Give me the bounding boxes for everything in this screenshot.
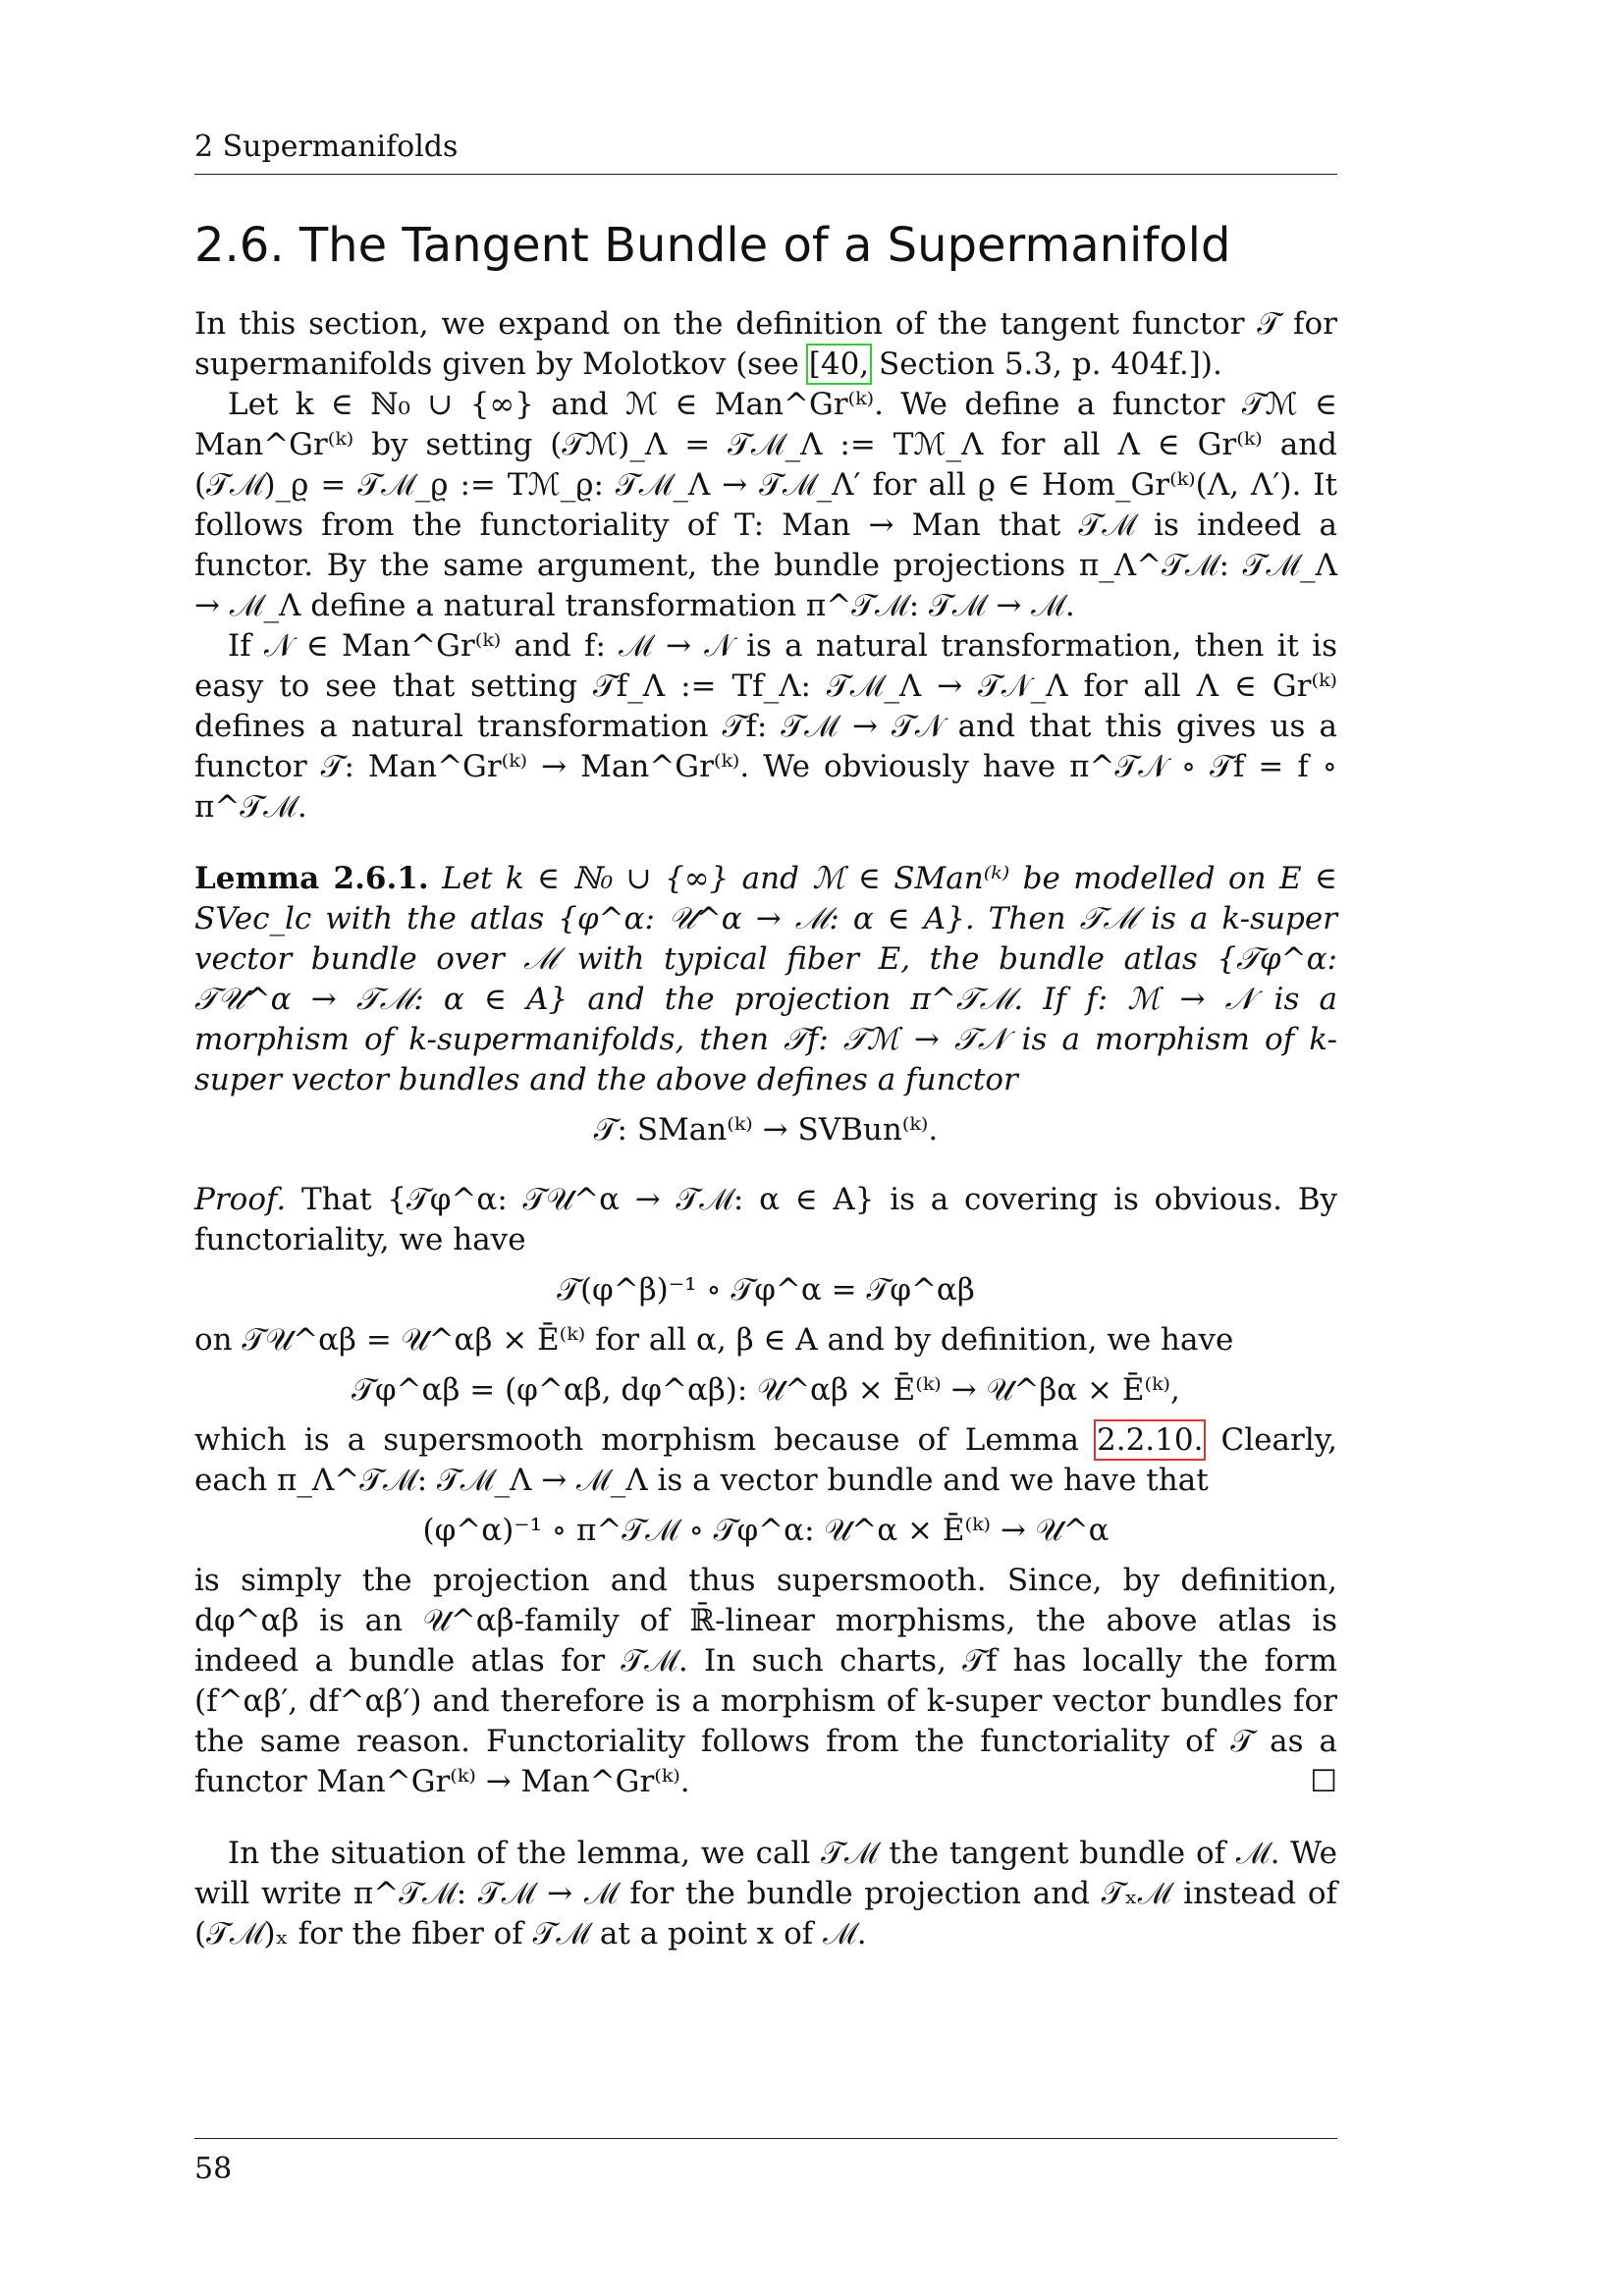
proof-label: Proof. (194, 1182, 287, 1217)
proof-equation-1: 𝒯(φ^β)⁻¹ ∘ 𝒯φ^α = 𝒯φ^αβ (557, 1272, 975, 1308)
qed-symbol: ☐ (1310, 1764, 1337, 1799)
proof-text-3-post: Clearly, each π_Λ^𝒯ℳ: 𝒯ℳ_Λ → ℳ_Λ is a vector bundle and we have that (194, 1422, 1337, 1498)
lemma-display-equation: 𝒯: SMan⁽ᵏ⁾ → SVBun⁽ᵏ⁾. (593, 1112, 939, 1148)
lemma-text: Let k ∈ ℕ₀ ∪ {∞} and ℳ ∈ SMan⁽ᵏ⁾ be modelled on E ∈ SVec_lc with the atlas {φ^α: 𝒰^α → ℳ: α ∈ A}. Then 𝒯ℳ is a k-super vector bundle over ℳ with typical fiber E, the bundle atlas {𝒯φ^α: 𝒯𝒰^α → 𝒯ℳ: α ∈ A} and the projection π^𝒯ℳ. If f: ℳ → 𝒩 is a morphism of k-supermanifolds, then 𝒯f: 𝒯ℳ → 𝒯𝒩 is a morphism of k-super vector bundles and the above defines a functor (194, 861, 1337, 1097)
natural-transformation-paragraph: If 𝒩 ∈ Man^Gr⁽ᵏ⁾ and f: ℳ → 𝒩 is a natural transformation, then it is easy to see that setting 𝒯f_Λ := Tf_Λ: 𝒯ℳ_Λ → 𝒯𝒩_Λ for all Λ ∈ Gr⁽ᵏ⁾ defines a natural transformation 𝒯f: 𝒯ℳ → 𝒯𝒩 and that this gives us a functor 𝒯: Man^Gr⁽ᵏ⁾ → Man^Gr⁽ᵏ⁾. We obviously have π^𝒯𝒩 ∘ 𝒯f = f ∘ π^𝒯ℳ. (194, 628, 1337, 825)
spacer (194, 1802, 1337, 1834)
page-number: 58 (194, 2152, 233, 2186)
closing-paragraph: In the situation of the lemma, we call 𝒯ℳ the tangent bundle of ℳ. We will write π^𝒯ℳ: 𝒯ℳ → ℳ for the bundle projection and 𝒯ₓℳ instead of (𝒯ℳ)ₓ for the fiber of 𝒯ℳ at a point x of ℳ. (194, 1836, 1337, 1951)
footer-rule (194, 2138, 1337, 2139)
intro-text-pre: In this section, we expand on the definition of the tangent functor 𝒯 for supermanifolds given by Molotkov (see (194, 306, 1337, 382)
proof-paragraph-1 (194, 1180, 1337, 1260)
proof-paragraph-2: on 𝒯𝒰^αβ = 𝒰^αβ × Ē⁽ᵏ⁾ for all α, β ∈ A and by definition, we have (194, 1322, 1234, 1358)
lemma-label: Lemma 2.6.1. (194, 861, 429, 896)
functor-definition-paragraph: Let k ∈ ℕ₀ ∪ {∞} and ℳ ∈ Man^Gr⁽ᵏ⁾. We define a functor 𝒯ℳ ∈ Man^Gr⁽ᵏ⁾ by setting (𝒯ℳ)_Λ = 𝒯ℳ_Λ := Tℳ_Λ for all Λ ∈ Gr⁽ᵏ⁾ and (𝒯ℳ)_ϱ = 𝒯ℳ_ϱ := Tℳ_ϱ: 𝒯ℳ_Λ → 𝒯ℳ_Λ′ for all ϱ ∈ Hom_Gr⁽ᵏ⁾(Λ, Λ′). It follows from the functoriality of T: Man → Man that 𝒯ℳ is indeed a functor. By the same argument, the bundle projections π_Λ^𝒯ℳ: 𝒯ℳ_Λ → ℳ_Λ define a natural transformation π^𝒯ℳ: 𝒯ℳ → ℳ. (194, 387, 1337, 623)
lemma-ref-link-2-2-10[interactable]: 2.2.10. (1097, 1422, 1204, 1458)
intro-text-post: Section 5.3, p. 404f.]). (869, 347, 1222, 382)
proof-equation-2: 𝒯φ^αβ = (φ^αβ, dφ^αβ): 𝒰^αβ × Ē⁽ᵏ⁾ → 𝒰^βα × Ē⁽ᵏ⁾, (352, 1372, 1180, 1408)
intro-paragraph (194, 304, 1337, 385)
proof-paragraph-4 (194, 1561, 1337, 1802)
spacer (194, 1160, 1337, 1180)
proof-equation-3: (φ^α)⁻¹ ∘ π^𝒯ℳ ∘ 𝒯φ^α: 𝒰^α × Ē⁽ᵏ⁾ → 𝒰^α (422, 1513, 1110, 1548)
citation-link-40[interactable]: [40, (808, 347, 870, 382)
section-title: 2.6. The Tangent Bundle of a Supermanifold (194, 218, 1231, 273)
proof-text-1: That {𝒯φ^α: 𝒯𝒰^α → 𝒯ℳ: α ∈ A} is a covering is obvious. By functoriality, we have (194, 1182, 1337, 1257)
proof-text-4: is simply the projection and thus supersmooth. Since, by definition, dφ^αβ is an 𝒰^αβ-family of ℝ̄-linear morphisms, the above atlas is indeed a bundle atlas for 𝒯ℳ. In such charts, 𝒯f has locally the form (f^αβ′, df^αβ′) and therefore is a morphism of k-super vector bundles for the same reason. Functoriality follows from the functoriality of 𝒯 as a functor Man^Gr⁽ᵏ⁾ → Man^Gr⁽ᵏ⁾. (194, 1563, 1337, 1799)
lemma-statement (194, 859, 1337, 1100)
proof-text-3-pre: which is a supersmooth morphism because of Lemma (194, 1422, 1097, 1458)
header-rule (194, 174, 1337, 175)
body-text (194, 304, 1337, 1954)
proof-paragraph-3 (194, 1420, 1337, 1501)
running-head: 2 Supermanifolds (194, 130, 459, 164)
spacer (194, 828, 1337, 859)
